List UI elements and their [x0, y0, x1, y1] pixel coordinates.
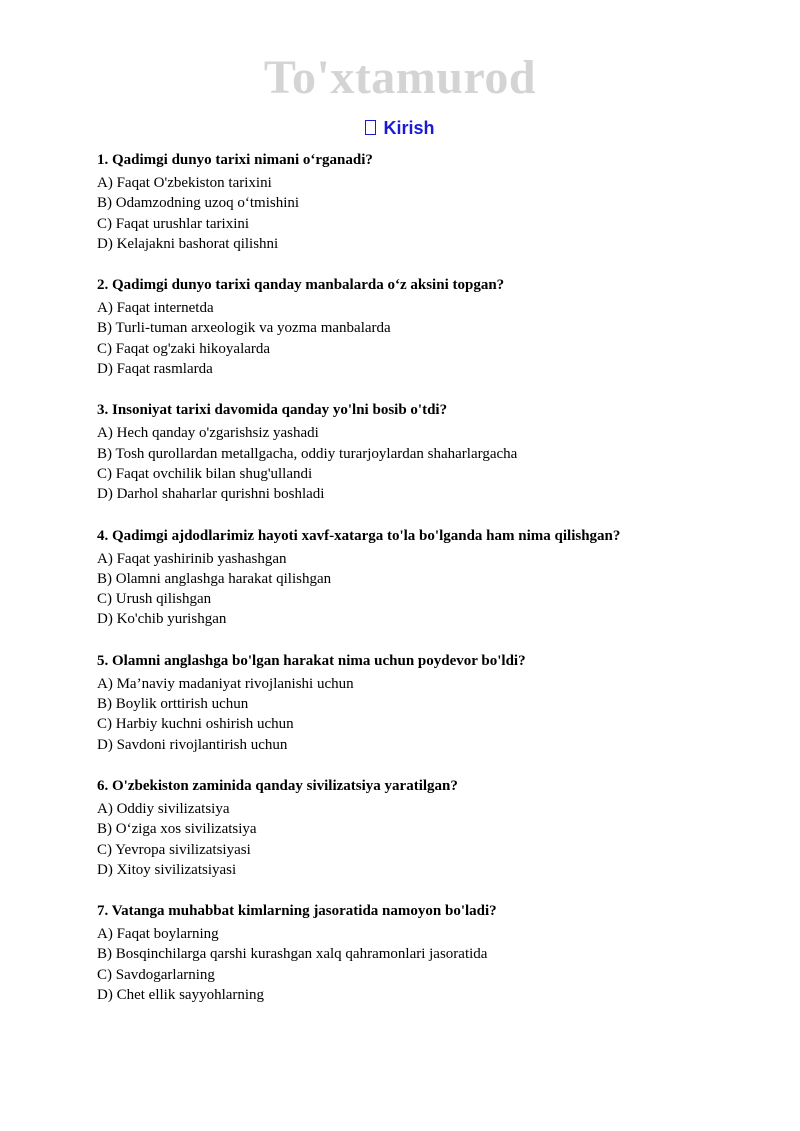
answer-option: C) Yevropa sivilizatsiyasi — [97, 841, 251, 858]
answer-option: A) Faqat internetda — [97, 300, 214, 317]
question-text: 1. Qadimgi dunyo tarixi nimani o‘rganadi? — [97, 152, 373, 168]
answer-option: D) Faqat rasmlarda — [97, 361, 213, 378]
answer-option: D) Chet ellik sayyohlarning — [97, 987, 265, 1004]
question-text: 6. O'zbekiston zaminida qanday sivilizatsiya yaratilgan? — [97, 777, 458, 794]
question-list — [97, 150, 717, 1026]
answer-option: C) Faqat urushlar tarixini — [97, 215, 250, 232]
answer-option: A) Faqat O'zbekiston tarixini — [97, 175, 272, 191]
question-text: 4. Qadimgi ajdodlarimiz hayoti xavf-xatarga to'la bo'lganda ham nima qilishgan? — [97, 527, 621, 544]
answer-option: C) Urush qilishgan — [97, 591, 212, 608]
answer-option: A) Faqat yashirinib yashashgan — [97, 550, 287, 567]
answer-option: A) Oddiy sivilizatsiya — [97, 800, 230, 817]
answer-option: B) Bosqinchilarga qarshi kurashgan xalq qahramonlari jasoratida — [97, 946, 488, 963]
question-block — [97, 526, 717, 630]
section-heading — [0, 116, 800, 140]
answer-option: D) Savdoni rivojlantirish uchun — [97, 736, 288, 753]
answer-option: B) Odamzodning uzoq o‘tmishini — [97, 195, 300, 212]
watermark-title: To'xtamurod — [263, 51, 537, 104]
question-block — [97, 400, 717, 504]
answer-option: B) Tosh qurollardan metallgacha, oddiy turarjoylardan shaharlargacha — [97, 445, 518, 462]
answer-option: D) Xitoy sivilizatsiyasi — [97, 861, 237, 878]
answer-option: D) Ko'chib yurishgan — [97, 611, 227, 628]
answer-option: D) Darhol shaharlar qurishni boshladi — [97, 486, 325, 503]
answer-option: A) Ma’naviy madaniyat rivojlanishi uchun — [97, 675, 354, 692]
section-title: Kirish — [383, 118, 435, 138]
question-text: 2. Qadimgi dunyo tarixi qanday manbalarda o‘z aksini topgan? — [97, 277, 505, 294]
answer-option: D) Kelajakni bashorat qilishni — [97, 235, 279, 252]
question-text: 3. Insoniyat tarixi davomida qanday yo'lni bosib o'tdi? — [97, 402, 448, 419]
question-block — [97, 776, 717, 880]
answer-option: B) Olamni anglashga harakat qilishgan — [97, 570, 332, 587]
answer-option: A) Faqat boylarning — [97, 926, 219, 943]
answer-option: B) Turli-tuman arxeologik va yozma manbalarda — [97, 320, 391, 337]
answer-option: C) Harbiy kuchni oshirish uchun — [97, 716, 294, 733]
question-text: 5. Olamni anglashga bo'lgan harakat nima uchun poydevor bo'ldi? — [97, 652, 526, 669]
question-text: 7. Vatanga muhabbat kimlarning jasoratida namoyon bo'ladi? — [97, 903, 497, 920]
answer-option: C) Faqat ovchilik bilan shug'ullandi — [97, 465, 313, 482]
answer-option: A) Hech qanday o'zgarishsiz yashadi — [97, 425, 319, 442]
question-block — [97, 901, 717, 1005]
square-icon — [365, 120, 376, 135]
answer-option: B) O‘ziga xos sivilizatsiya — [97, 821, 257, 838]
answer-option: C) Savdogarlarning — [97, 966, 215, 983]
question-block — [97, 150, 717, 254]
answer-option: B) Boylik orttirish uchun — [97, 696, 249, 713]
question-block — [97, 651, 717, 755]
question-block — [97, 275, 717, 379]
answer-option: C) Faqat og'zaki hikoyalarda — [97, 340, 271, 357]
